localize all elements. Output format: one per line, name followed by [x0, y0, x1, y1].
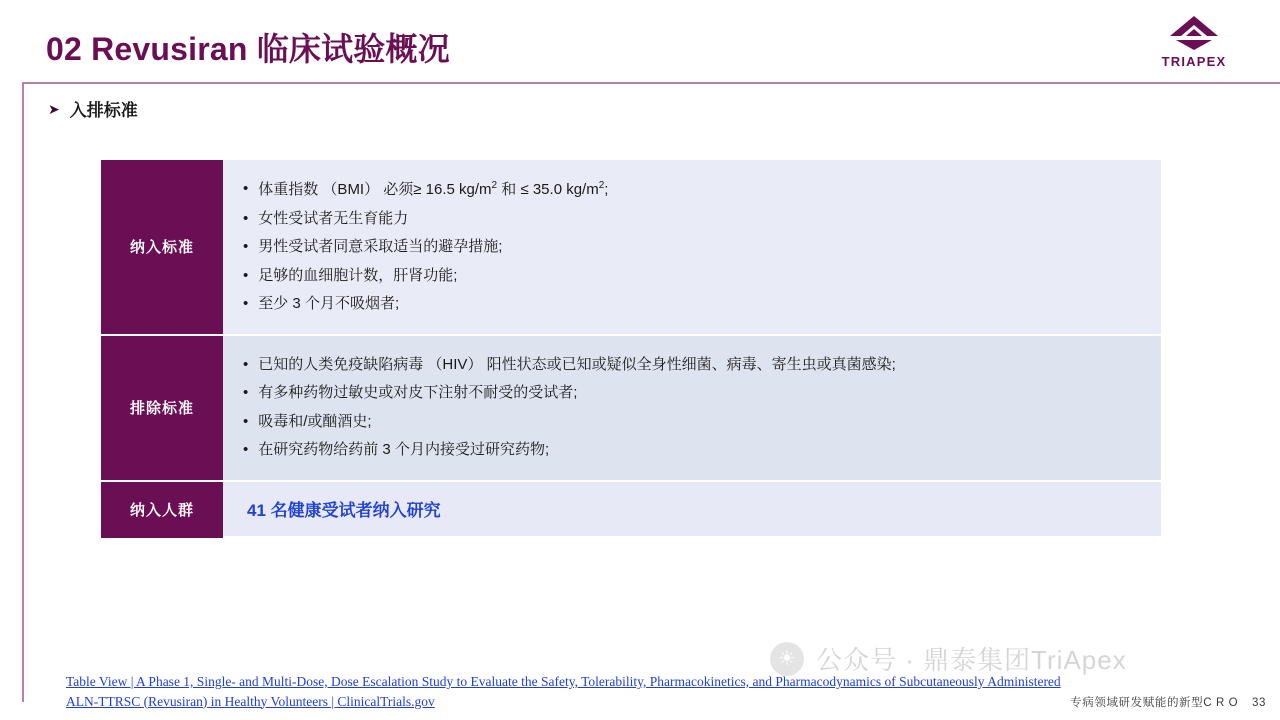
list-item [243, 411, 1161, 434]
list-item [243, 293, 1161, 316]
list-item-text: 有多种药物过敏史或对皮下注射不耐受的受试者; [258, 384, 578, 401]
header-divider [22, 82, 1280, 84]
footer-tagline-text: 专病领域研发赋能的新型C R O [1070, 697, 1239, 709]
bullet-icon: • [243, 266, 249, 284]
list-item-text: 女性受试者无生育能力 [258, 209, 409, 227]
row-label-inclusion: 纳入标准 [101, 160, 223, 336]
row-label-population: 纳入人群 [101, 482, 223, 540]
list-item [243, 178, 1161, 202]
list-item [243, 236, 1161, 259]
bullet-icon: • [243, 180, 249, 197]
left-border-line [22, 82, 24, 702]
list-item-text: 体重指数 （BMI） 必须≥ 16.5 $kg/m^2$ 和 ≤ 35.0 $kg/m^2$; [258, 180, 609, 198]
population-value: 41 名健康受试者纳入研究 [247, 501, 441, 520]
source-link[interactable]: Table View | A Phase 1, Single- and Multi-Dose, Dose Escalation Study to Evaluate the Safety, Tolerability, Pharmacokinetics, and Pharmacodynamics of Subcutaneously Administered ALN-TTRSC (Revusiran) in Healthy Volunteers | ClinicalTrials.gov [66, 674, 1061, 709]
chevron-right-icon: ➤ [48, 100, 60, 117]
company-logo [1146, 14, 1242, 72]
page-title: 02 Revusiran 临床试验概况 [46, 31, 450, 67]
table-row [101, 482, 1161, 540]
watermark-text: 公众号 · 鼎泰集团TriApex [816, 645, 1127, 675]
bullet-icon: • [243, 384, 249, 401]
list-item [243, 208, 1161, 231]
list-item-text: 男性受试者同意采取适当的避孕措施; [258, 238, 503, 255]
list-item-text: 足够的血细胞计数，肝肾功能; [258, 266, 458, 284]
bullet-icon: • [243, 238, 249, 255]
page-number: 33 [1252, 697, 1266, 709]
bullet-icon: • [243, 355, 249, 373]
row-content-population [223, 482, 1161, 538]
section-label: 入排标准 [69, 101, 138, 120]
list-item [243, 439, 1161, 462]
bullet-icon: • [243, 412, 249, 430]
logo-text: TRIAPEX [1161, 54, 1227, 69]
triangle-logo-icon [1168, 14, 1220, 52]
list-item-text: 已知的人类免疫缺陷病毒 （HIV） 阳性状态或已知或疑似全身性细菌、病毒、寄生虫或真菌感染; [258, 355, 896, 373]
row-content-inclusion [223, 160, 1161, 336]
footer-tagline [1070, 694, 1266, 710]
bullet-icon: • [243, 295, 249, 312]
criteria-table [101, 160, 1161, 540]
list-item [243, 354, 1161, 377]
list-item-text: 在研究药物给药前 3 个月内接受过研究药物; [258, 441, 550, 458]
list-item [243, 265, 1161, 288]
wechat-icon: ☀ [770, 642, 804, 676]
bullet-icon: • [243, 209, 249, 227]
row-content-exclusion [223, 336, 1161, 482]
slide-header [0, 0, 1280, 82]
row-label-exclusion: 排除标准 [101, 336, 223, 482]
bullet-icon: • [243, 441, 249, 458]
table-row [101, 336, 1161, 482]
list-item-text: 至少 3 个月不吸烟者; [258, 295, 400, 312]
table-row [101, 160, 1161, 336]
list-item-text: 吸毒和/或酗酒史; [258, 412, 372, 430]
section-heading [48, 96, 138, 121]
list-item [243, 382, 1161, 405]
